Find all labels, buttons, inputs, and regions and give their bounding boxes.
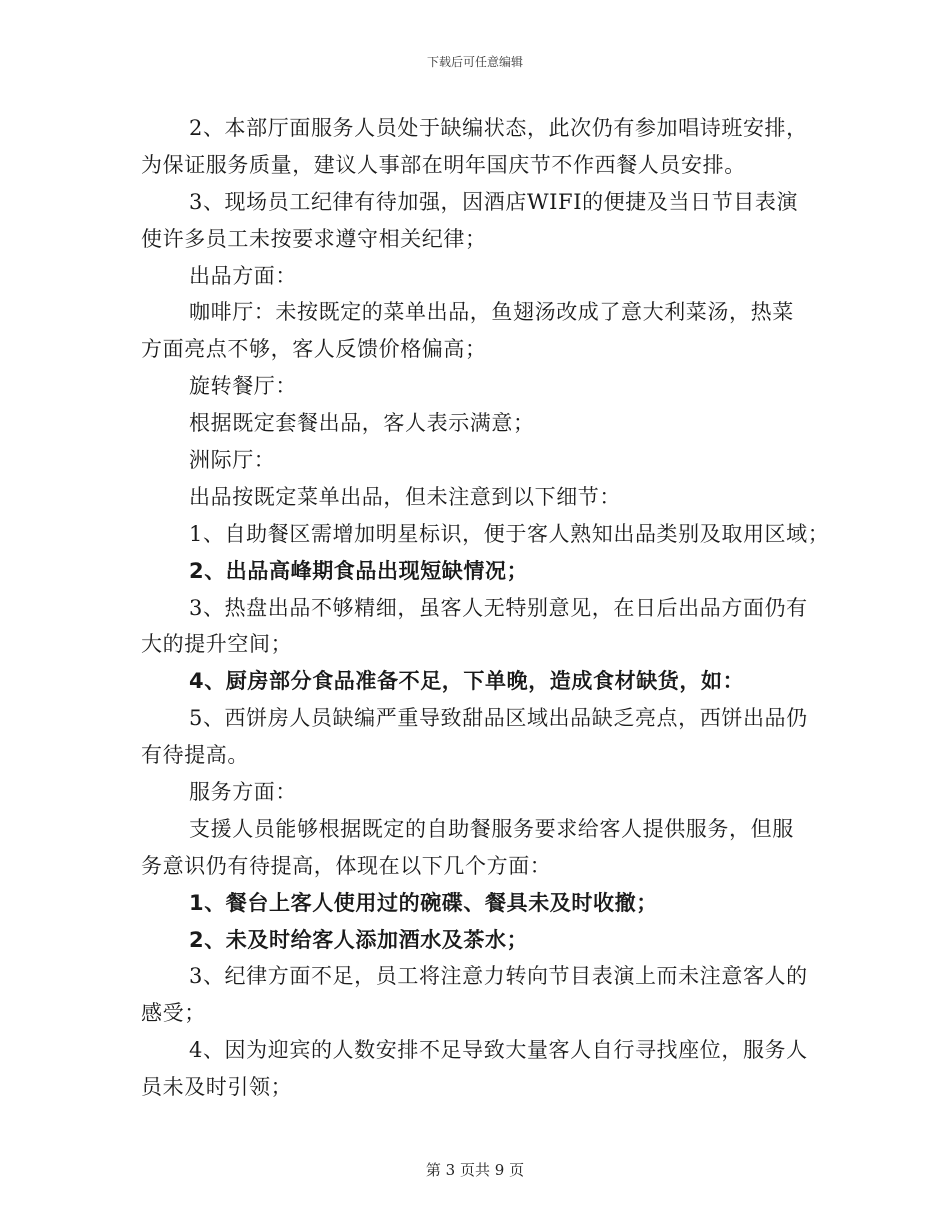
paragraph-line: 根据既定套餐出品，客人表示满意；: [189, 411, 535, 436]
paragraph-line: 大的提升空间；: [141, 632, 293, 657]
paragraph-line: 务意识仍有待提高，体现在以下几个方面：: [141, 853, 552, 878]
paragraph-line: 2、未及时给客人添加酒水及茶水；: [189, 927, 529, 952]
paragraph-line: 使许多员工未按要求遵守相关纪律；: [141, 226, 487, 251]
paragraph-line: 4、厨房部分食品准备不足，下单晚，造成食材缺货，如：: [189, 669, 745, 694]
paragraph-line: 旋转餐厅：: [189, 374, 297, 399]
paragraph-line: 为保证服务质量，建议人事部在明年国庆节不作西餐人员安排。: [141, 152, 746, 177]
paragraph-line: 3、纪律方面不足，员工将注意力转向节目表演上而未注意客人的: [189, 964, 808, 989]
paragraph-line: 4、因为迎宾的人数安排不足导致大量客人自行寻找座位，服务人: [189, 1038, 808, 1063]
page-footer: 第 3 页共 9 页: [425, 1161, 525, 1179]
paragraph-line: 咖啡厅：未按既定的菜单出品，鱼翅汤改成了意大利菜汤，热菜: [189, 300, 794, 325]
paragraph-line: 员未及时引领；: [141, 1075, 293, 1100]
paragraph-line: 支援人员能够根据既定的自助餐服务要求给客人提供服务，但服: [189, 816, 794, 841]
paragraph-line: 洲际厅：: [189, 448, 276, 473]
paragraph-line: 服务方面：: [189, 780, 297, 805]
paragraph-line: 1、餐台上客人使用过的碗碟、餐具未及时收撤；: [189, 890, 658, 915]
paragraph-line: 2、出品高峰期食品出现短缺情况；: [189, 558, 529, 583]
paragraph-line: 出品按既定菜单出品，但未注意到以下细节：: [189, 484, 621, 509]
paragraph-line: 出品方面：: [189, 263, 297, 288]
paragraph-line: 2、本部厅面服务人员处于缺编状态，此次仍有参加唱诗班安排，: [189, 116, 808, 140]
document-body: [141, 110, 830, 1106]
paragraph-line: 1、自助餐区需增加明星标识，便于客人熟知出品类别及取用区域；: [189, 521, 830, 546]
paragraph-line: 有待提高。: [141, 743, 249, 768]
paragraph-line: 感受；: [141, 1001, 206, 1026]
paragraph-line: 3、现场员工纪律有待加强，因酒店WIFI的便捷及当日节目表演: [189, 189, 799, 214]
paragraph-line: 5、西饼房人员缺编严重导致甜品区域出品缺乏亮点，西饼出品仍: [189, 706, 808, 731]
page-header: 下载后可任意编辑: [426, 55, 523, 69]
paragraph-line: 3、热盘出品不够精细，虽客人无特别意见，在日后出品方面仍有: [189, 595, 808, 620]
paragraph-line: 方面亮点不够，客人反馈价格偏高；: [141, 337, 487, 362]
